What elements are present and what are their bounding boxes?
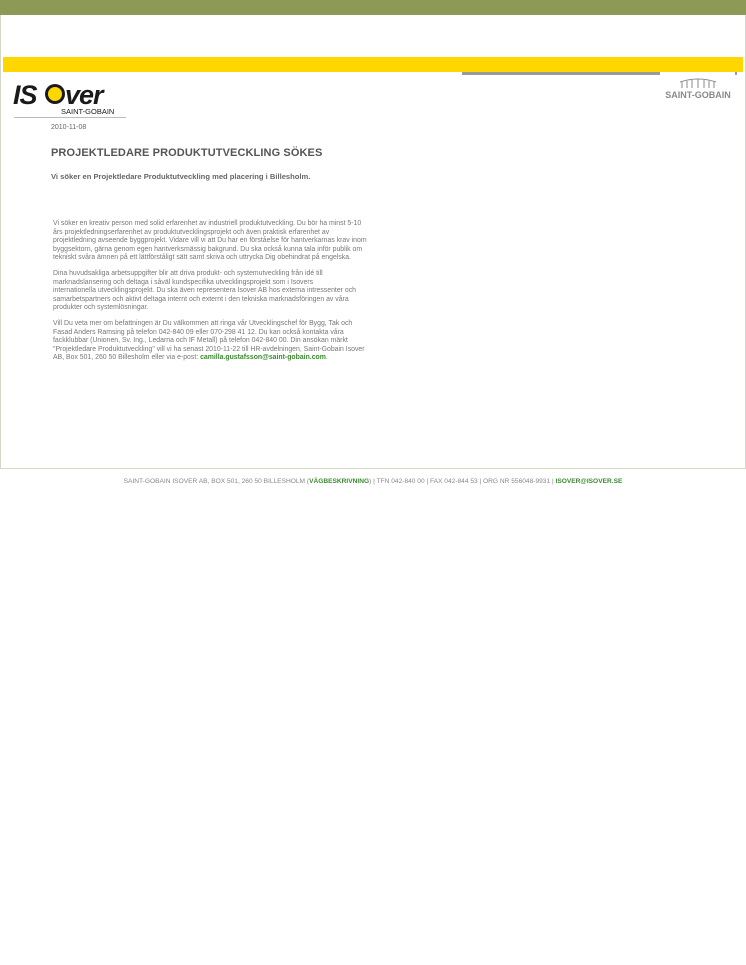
logo-underline: [14, 117, 126, 118]
header-rule-gap: [660, 72, 735, 75]
svg-text:SAINT-GOBAIN: SAINT-GOBAIN: [61, 107, 115, 116]
svg-text:ver: ver: [65, 80, 103, 110]
website-link[interactable]: ISOVER@ISOVER.SE: [555, 478, 623, 485]
directions-link[interactable]: VÄGBESKRIVNING: [309, 478, 370, 485]
article-date: 2010-11-08: [51, 124, 87, 131]
paragraph-intro: Vi söker en kreativ person med solid erfarenhet av industriell produktutveckling. Du bör ha minst 5-10 års projektledningserfarenhet av produktutvecklingsprojekt och även praktisk erfarenhet av projektledning avseende byggprojekt. Vidare vill vi att Du har en förståelse för hantverkarnas krav inom byggsektorn, gärna genom egen hantverksmässig bakgrund. Du ska också kunna tala inför publik om tekniskt svåra ämnen på ett lättförståligt sätt samt skriva och uttrycka Dig obehindrat på engelska.: [53, 220, 367, 261]
top-green-bar: [0, 0, 746, 15]
saint-gobain-logo[interactable]: [660, 76, 736, 102]
paragraph-duties: [53, 270, 371, 313]
page-title: PROJEKTLEDARE PRODUKTUTVECKLING SÖKES: [51, 147, 323, 159]
paragraph-duties-part2: internationella utvecklingsprojekt. Du ska även representera Isover AB hos externa intressenter och samarbetspartners och aktivt deltaga internt och externt i den tekniska marknadsföringen av våra produkter och systemlösningar.: [53, 287, 356, 311]
article-subtitle: Vi söker en Projektledare Produktutveckling med placering i Billesholm.: [51, 172, 311, 181]
email-link[interactable]: camilla.gustafsson@saint-gobain.com: [200, 354, 326, 361]
isover-logo[interactable]: [13, 80, 125, 118]
footer: [0, 478, 746, 485]
paragraph-duties-part1: Dina huvudsakliga arbetsuppgifter blir att driva produkt- och systemutveckling från idé till marknadslansering och deltaga i såväl kundspecifika utvecklingsprojekt som i Isovers: [53, 270, 323, 286]
svg-text:IS: IS: [13, 80, 37, 110]
footer-address: SAINT-GOBAIN ISOVER AB, BOX 501, 260 50 BILLESHOLM (: [123, 478, 310, 485]
paragraph-contact: [53, 320, 371, 363]
paragraph-contact-text: Vill Du veta mer om befattningen är Du välkommen att ringa vår Utvecklingschef för Bygg, Tak och Fasad Anders Ramsing på telefon 042-840 09 eller 070-298 41 12. Du kan också kontakta våra fackklubbar (Unionen, Sv. Ing., Ledarna och IF Metall) på telefon 042-840 00. Din ansökan märkt "Projektledare Produktutveckling" vill vi ha senast 2010-11-22 till HR-avdelningen, Saint-Gobain Isover AB, Box 501, 260 50 Billesholm eller via e-post:: [53, 320, 365, 361]
svg-text:SAINT-GOBAIN: SAINT-GOBAIN: [665, 90, 731, 100]
header-yellow-bar: [3, 57, 743, 72]
article-body: [53, 220, 371, 370]
footer-contact: ) | TFN 042-840 00 | FAX 042-844 53 | ORG NR 556048-9931 |: [369, 478, 556, 485]
paragraph-end: .: [325, 354, 328, 361]
